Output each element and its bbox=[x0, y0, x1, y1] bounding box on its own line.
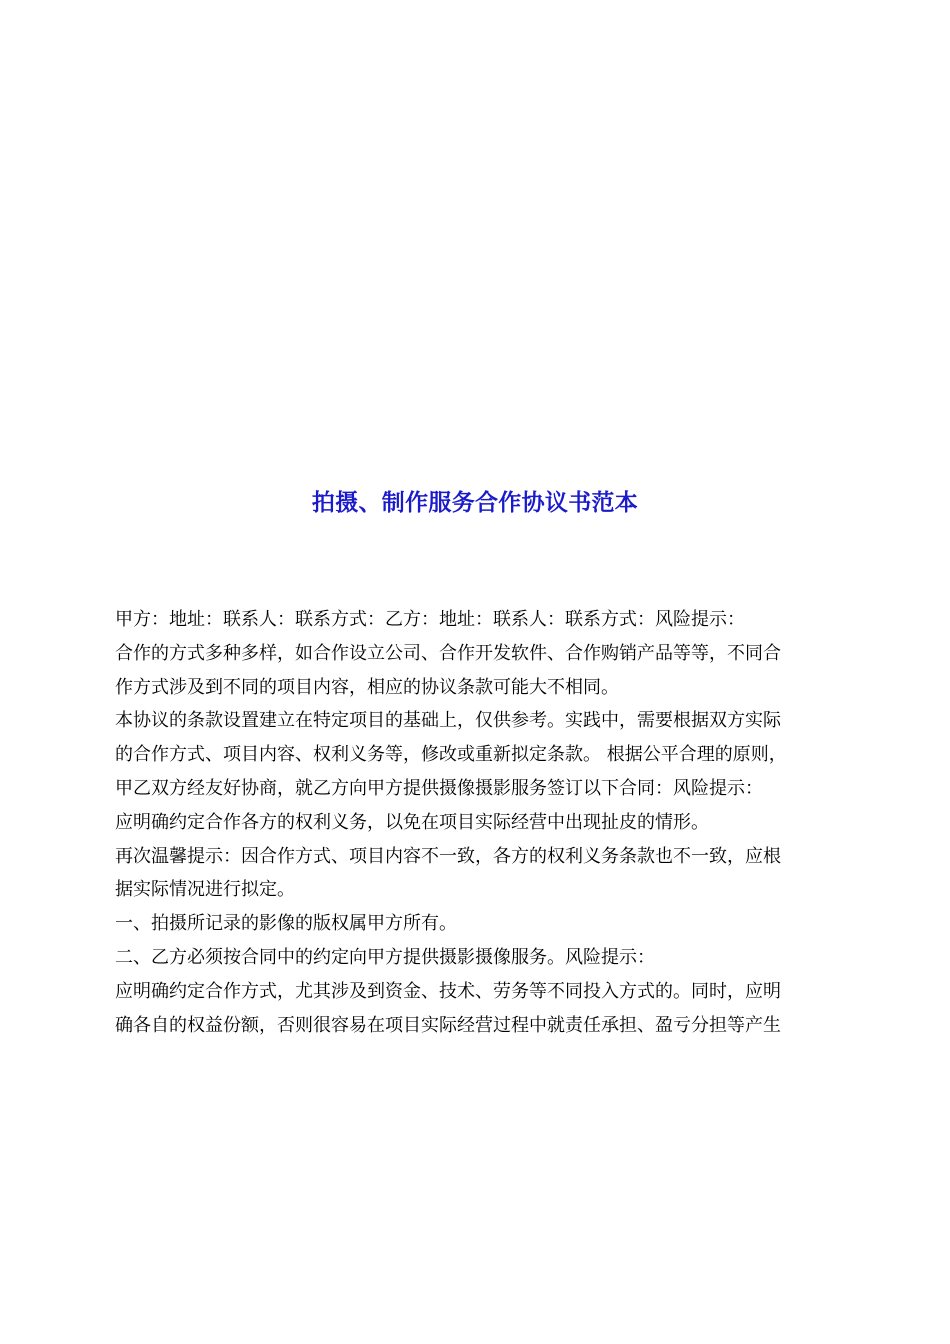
text-line: 据实际情况进行拟定。 bbox=[115, 879, 295, 901]
paragraph-reminder bbox=[115, 840, 840, 908]
text-line: 作方式涉及到不同的项目内容，相应的协议条款可能大不相同。 bbox=[115, 676, 619, 698]
text-line: 应明确约定合作方式，尤其涉及到资金、技术、劳务等不同投入方式的。同时，应明 bbox=[115, 980, 781, 1002]
text-line: 本协议的条款设置建立在特定项目的基础上，仅供参考。实践中，需要根据双方实际 bbox=[115, 710, 781, 732]
text-line: 二、乙方必须按合同中的约定向甲方提供摄影摄像服务。风险提示： bbox=[115, 946, 655, 968]
paragraph-cooperation-modes bbox=[115, 637, 840, 705]
document-body bbox=[115, 603, 840, 1042]
text-line: 再次温馨提示：因合作方式、项目内容不一致，各方的权利义务条款也不一致，应根 bbox=[115, 845, 781, 867]
text-line: 甲方：地址：联系人：联系方式：乙方：地址：联系人：联系方式：风险提示： bbox=[115, 609, 745, 630]
text-line: 合作的方式多种多样，如合作设立公司、合作开发软件、合作购销产品等等，不同合 bbox=[115, 642, 781, 664]
text-line: 应明确约定合作各方的权利义务，以免在项目实际经营中出现扯皮的情形。 bbox=[115, 811, 709, 833]
text-line: 的合作方式、项目内容、权利义务等，修改或重新拟定条款。 根据公平合理的原则， bbox=[115, 744, 787, 766]
paragraph-agreement-basis bbox=[115, 704, 840, 805]
text-line: 甲乙双方经友好协商，就乙方向甲方提供摄像摄影服务签订以下合同：风险提示： bbox=[115, 777, 763, 799]
clause-1 bbox=[115, 907, 840, 941]
paragraph-cooperation-method bbox=[115, 975, 840, 1043]
paragraph-rights-obligations bbox=[115, 806, 840, 840]
clause-2 bbox=[115, 941, 840, 975]
text-line: 确各自的权益份额，否则很容易在项目实际经营过程中就责任承担、盈亏分担等产生 bbox=[115, 1014, 781, 1036]
document-title: 拍摄、制作服务合作协议书范本 bbox=[311, 490, 639, 516]
paragraph-parties bbox=[115, 603, 840, 637]
text-line: 一、拍摄所记录的影像的版权属甲方所有。 bbox=[115, 913, 457, 935]
